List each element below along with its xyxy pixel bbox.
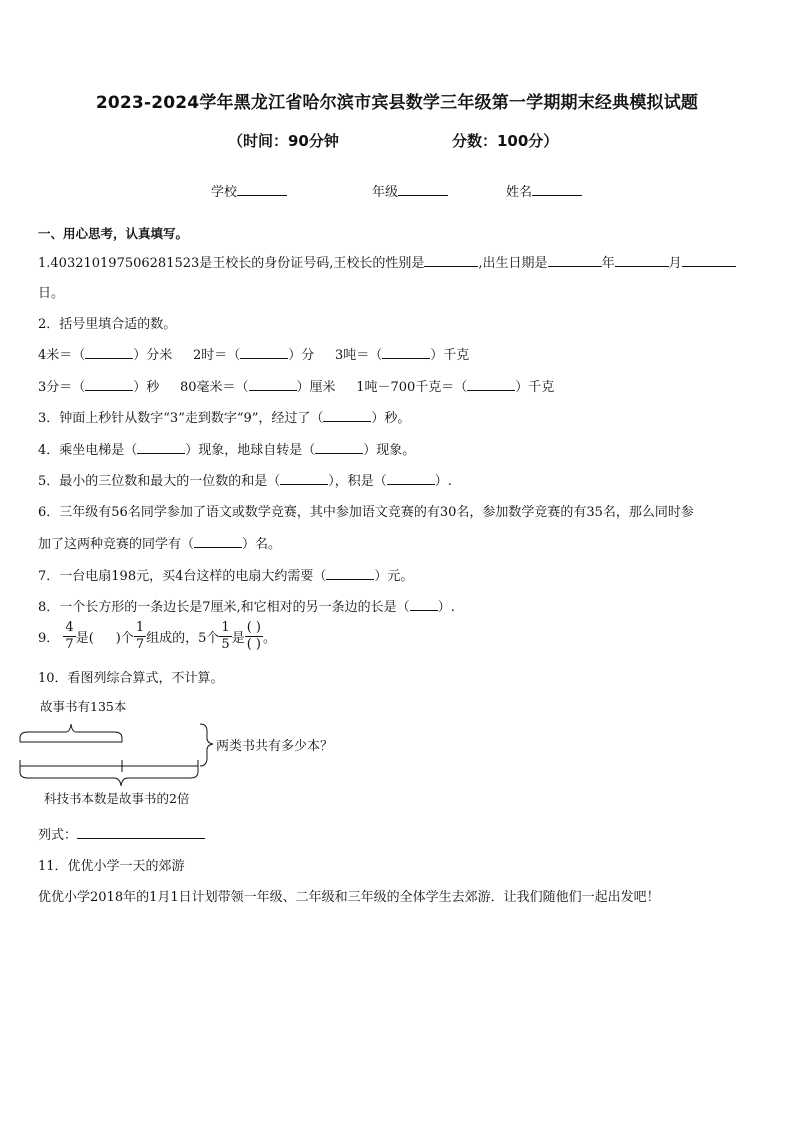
q6-text-b: ）名。 (242, 537, 282, 552)
q1-text-b: ,出生日期是 (478, 256, 548, 271)
grade-label: 年级 (372, 185, 399, 200)
name-label: 姓名 (506, 185, 533, 200)
formula-line (38, 824, 205, 843)
q4-text-c: ）现象。 (363, 443, 416, 458)
q5-text-a: 5．最小的三位数和最大的一位数的和是（ (38, 474, 281, 489)
q2-r1-d: ）分 (288, 348, 315, 363)
fraction-numerator: 1 (221, 620, 230, 635)
q1-month-label: 月 (668, 256, 682, 271)
question-6-line-1: 6．三年级有56名同学参加了语文或数学竞赛，其中参加语文竞赛的有30名，参加数学竞赛的有35名，那么同时参 (38, 505, 694, 520)
q9-text-e: 。 (263, 631, 277, 646)
q9-text-b: )个 (115, 631, 134, 646)
formula-label: 列式： (38, 828, 78, 843)
q4-text-a: 4．乘坐电梯是（ (38, 443, 138, 458)
q1-day-label: 日。 (38, 286, 65, 301)
q8-text-a: 8．一个长方形的一条边长是7厘米,和它相对的另一条边的长是（ (38, 600, 410, 615)
q4-text-b: ）现象，地球自转是（ (185, 443, 316, 458)
q8-text-b: ）. (437, 600, 455, 615)
q2-r1-a: 4米＝（ (38, 348, 86, 363)
q9-text-d: 是 (231, 631, 245, 646)
science-brace (20, 772, 198, 786)
fraction-denominator: 7 (135, 637, 145, 652)
q5-text-c: ）. (434, 474, 452, 489)
total-question-label: 两类书共有多少本？ (216, 739, 334, 754)
fraction-numerator: 4 (65, 620, 74, 635)
formula-blank[interactable] (77, 826, 205, 839)
fraction-denominator: 7 (65, 637, 74, 652)
q5-text-b: ），积是（ (328, 474, 387, 489)
q1-year-label: 年 (601, 256, 615, 271)
exam-time: （时间：90分钟 (228, 132, 339, 150)
q6-text-a: 加了这两种竞赛的同学有（ (38, 537, 195, 552)
science-book-label: 科技书本数是故事书的2倍 (44, 791, 190, 806)
q1-text-a: 1.403210197506281523是王校长的身份证号码,王校长的性别是 (38, 256, 425, 271)
story-book-label: 故事书有135本 (40, 699, 127, 714)
q2-r1-e: 3吨＝（ (334, 348, 383, 363)
school-label: 学校 (211, 185, 238, 200)
q9-number: 9． (38, 631, 60, 646)
total-brace (200, 724, 213, 766)
q2-r2-e: 1吨－700千克＝（ (356, 380, 468, 395)
question-11-heading: 11．优优小学一天的郊游 (38, 859, 185, 874)
exam-score: 分数：100分） (452, 132, 559, 150)
q2-r2-c: 80毫米＝（ (179, 380, 249, 395)
q7-text-b: ）元。 (374, 569, 414, 584)
q2-r1-f: ）千克 (430, 348, 470, 363)
answer-denominator[interactable]: ( ) (246, 637, 261, 652)
q2-r2-a: 3分＝（ (38, 380, 86, 395)
answer-numerator[interactable]: ( ) (246, 620, 261, 635)
q3-text-b: ）秒。 (371, 411, 411, 426)
question-11-text: 优优小学2018年的1月1日计划带领一年级、二年级和三年级的全体学生去郊游．让我们随他们一起出发吧！ (38, 890, 660, 905)
q9-text-c: 组成的，5个 (146, 631, 220, 646)
q7-text-a: 7．一台电扇198元，买4台这样的电扇大约需要（ (38, 569, 327, 584)
q2-r2-f: ）千克 (515, 380, 555, 395)
question-10-heading: 10．看图列综合算式，不计算。 (38, 671, 224, 686)
q2-r2-d: ）厘米 (296, 380, 336, 395)
fraction-numerator: 1 (135, 620, 145, 635)
q2-r1-b: ）分米 (133, 348, 173, 363)
fraction-denominator: 5 (221, 637, 230, 652)
q9-text-a: 是( (75, 631, 94, 646)
q2-r1-c: 2时＝（ (192, 348, 241, 363)
section-heading: 一、用心思考，认真填写。 (38, 226, 189, 241)
story-brace (20, 724, 122, 742)
q2-r2-b: ）秒 (133, 380, 160, 395)
q3-text-a: 3．钟面上秒针从数字“3”走到数字“9”，经过了（ (38, 411, 324, 426)
page-title: 2023-2024学年黑龙江省哈尔滨市宾县数学三年级第一学期期末经典模拟试题 (95, 93, 699, 113)
question-2-heading: 2．括号里填合适的数。 (38, 317, 177, 332)
